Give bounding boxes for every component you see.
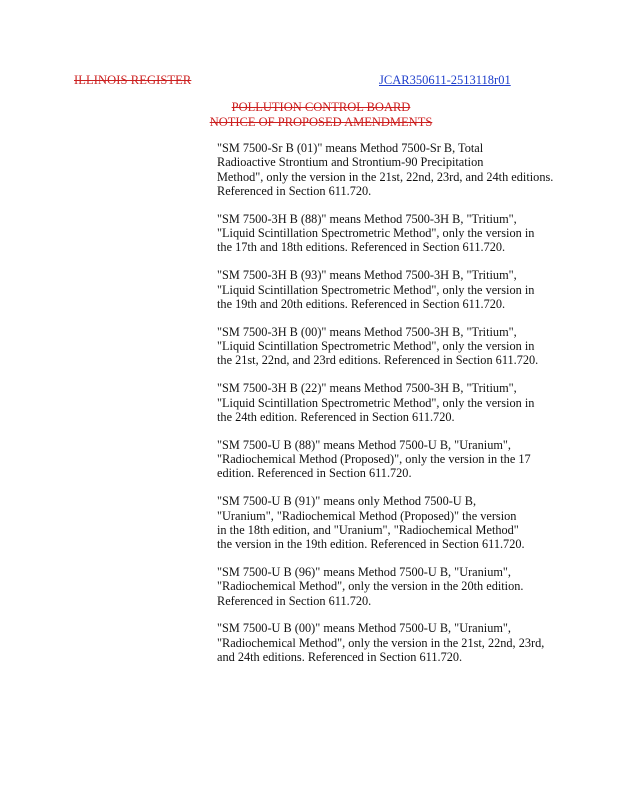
document-code-link[interactable]: JCAR350611-2513118r01: [379, 73, 511, 87]
definition-item: [217, 325, 557, 368]
definition-line: Method", only the version in the 21st, 22nd, 23rd, and 24th editions.: [217, 169, 554, 184]
definition-line: "Liquid Scintillation Spectrometric Method", only the version in: [217, 395, 535, 410]
definition-line: "Liquid Scintillation Spectrometric Method", only the version in: [217, 282, 535, 297]
definition-item: [217, 141, 557, 198]
agency-name: POLLUTION CONTROL BOARD: [231, 100, 411, 114]
definition-line: the 19th and 20th editions. Referenced in Section 611.720.: [217, 296, 506, 311]
definition-line: the version in the 19th edition. Referenced in Section 611.720.: [217, 537, 525, 552]
definition-line: "Liquid Scintillation Spectrometric Method", only the version in: [217, 226, 535, 241]
definition-item: [217, 381, 557, 424]
definition-line: "Radiochemical Method", only the version in the 20th edition.: [217, 579, 524, 594]
definition-line: "SM 7500-Sr B (01)" means Method 7500-Sr B, Total: [217, 141, 484, 155]
definition-item: [217, 212, 557, 255]
definition-line: "SM 7500-3H B (22)" means Method 7500-3H B, "Tritium",: [217, 381, 517, 396]
definition-item: [217, 438, 557, 481]
definition-item: [217, 494, 557, 551]
definition-line: in the 18th edition, and "Uranium", "Radiochemical Method": [217, 522, 519, 537]
definition-item: [217, 621, 557, 664]
definition-line: the 21st, 22nd, and 23rd editions. Referenced in Section 611.720.: [217, 353, 539, 368]
definition-item: [217, 565, 557, 608]
definition-line: Referenced in Section 611.720.: [217, 593, 372, 608]
definition-line: "SM 7500-3H B (93)" means Method 7500-3H B, "Tritium",: [217, 268, 517, 283]
definition-line: the 17th and 18th editions. Referenced in Section 611.720.: [217, 240, 506, 255]
definition-line: "SM 7500-U B (00)" means Method 7500-U B, "Uranium",: [217, 621, 512, 636]
definition-line: the 24th edition. Referenced in Section 611.720.: [217, 409, 455, 424]
definition-line: "Uranium", "Radiochemical Method (Proposed)" the version: [217, 508, 517, 523]
definitions-list: [217, 141, 557, 678]
definition-line: Referenced in Section 611.720.: [217, 183, 372, 198]
definition-line: "Liquid Scintillation Spectrometric Method", only the version in: [217, 339, 535, 354]
definition-line: "Radiochemical Method", only the version in the 21st, 22nd, 23rd,: [217, 635, 545, 650]
definition-line: "SM 7500-U B (88)" means Method 7500-U B, "Uranium",: [217, 437, 512, 452]
notice-title: NOTICE OF PROPOSED AMENDMENTS: [209, 115, 433, 129]
definition-line: Radioactive Strontium and Strontium-90 Precipitation: [217, 155, 484, 170]
definition-line: and 24th editions. Referenced in Section 611.720.: [217, 650, 463, 665]
register-header: ILLINOIS REGISTER: [74, 73, 192, 87]
definition-line: "SM 7500-U B (96)" means Method 7500-U B, "Uranium",: [217, 564, 512, 579]
agency-heading: [0, 100, 618, 130]
definition-line: "SM 7500-U B (91)" means only Method 7500-U B,: [217, 494, 477, 509]
definition-line: "Radiochemical Method (Proposed)", only the version in the 17: [217, 452, 531, 467]
definition-item: [217, 268, 557, 311]
definition-line: edition. Referenced in Section 611.720.: [217, 466, 412, 481]
definition-line: "SM 7500-3H B (88)" means Method 7500-3H B, "Tritium",: [217, 211, 517, 226]
definition-line: "SM 7500-3H B (00)" means Method 7500-3H B, "Tritium",: [217, 324, 517, 339]
